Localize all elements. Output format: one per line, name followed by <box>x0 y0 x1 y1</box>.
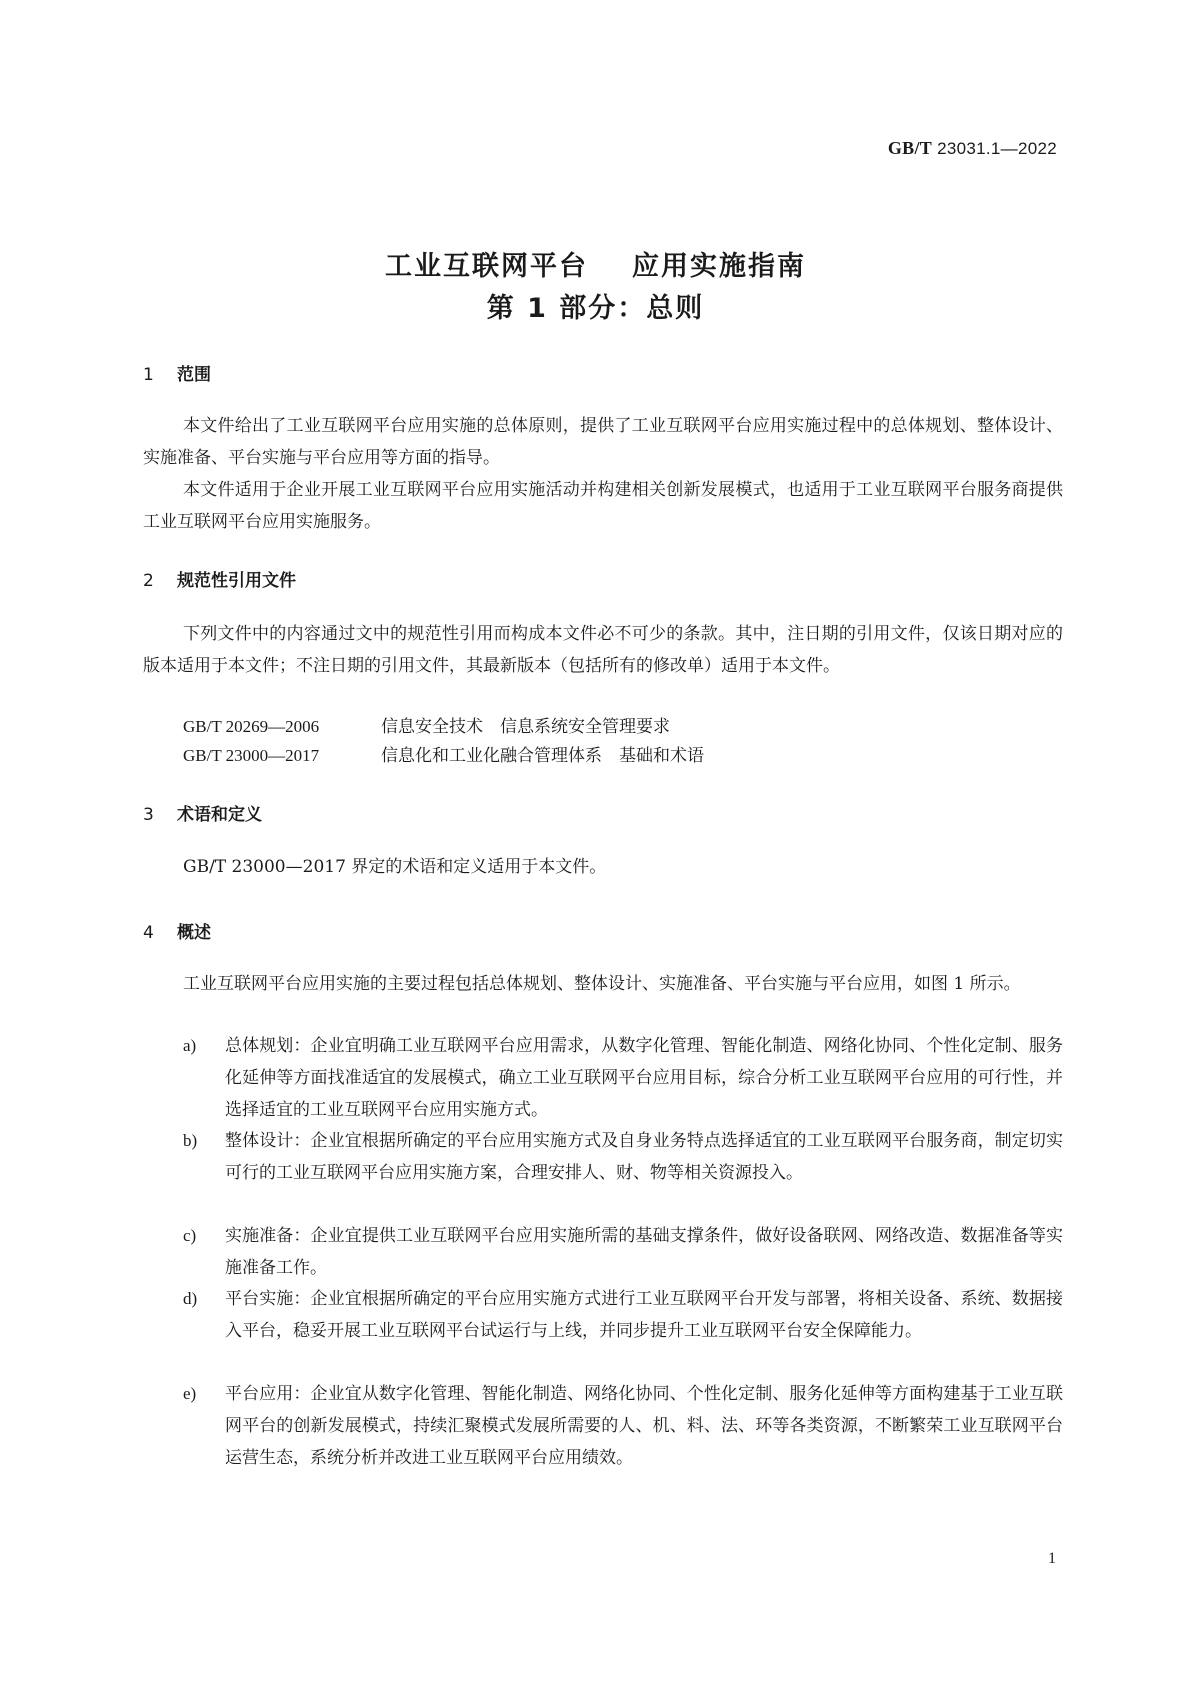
section-number: 3 <box>143 805 154 825</box>
section-number: 4 <box>143 923 154 943</box>
section-number: 2 <box>143 571 154 591</box>
list-item-text: 平台实施：企业宜根据所确定的平台应用实施方式进行工业互联网平台开发与部署，将相关设备、系统、数据接入平台，稳妥开展工业互联网平台试运行与上线，并同步提升工业互联网平台安全保障能力。 <box>225 1289 1063 1341</box>
reference-title: 信息化和工业化融合管理体系 基础和术语 <box>381 746 704 766</box>
reference-title: 信息安全技术 信息系统安全管理要求 <box>381 717 670 737</box>
section-3-paragraph: GB/T 23000—2017 界定的术语和定义适用于本文件。 <box>183 857 607 877</box>
section-title: 概述 <box>177 923 211 943</box>
list-item <box>183 1030 1063 1126</box>
document-code <box>888 138 1057 159</box>
list-marker: c) <box>183 1226 197 1245</box>
section-2-heading <box>143 566 296 591</box>
section-1-paragraph-1: 本文件给出了工业互联网平台应用实施的总体原则，提供了工业互联网平台应用实施过程中的总体规划、整体设计、实施准备、平台实施与平台应用等方面的指导。 <box>143 416 1063 468</box>
list-item <box>183 1283 1063 1347</box>
title-part-b: 应用实施指南 <box>632 251 806 282</box>
section-title: 范围 <box>177 365 211 385</box>
section-title: 术语和定义 <box>177 805 262 825</box>
section-number: 1 <box>143 365 154 385</box>
section-3-heading <box>143 800 262 825</box>
section-1-heading <box>143 360 211 385</box>
list-marker: d) <box>183 1289 198 1308</box>
section-2-paragraph: 下列文件中的内容通过文中的规范性引用而构成本文件必不可少的条款。其中，注日期的引用文件，仅该日期对应的版本适用于本文件；不注日期的引用文件，其最新版本（包括所有的修改单）适用于本文件。 <box>143 624 1063 676</box>
list-marker: e) <box>183 1384 197 1403</box>
list-item <box>183 1220 1063 1284</box>
reference-code: GB/T 20269—2006 <box>183 717 320 736</box>
reference-item <box>183 741 704 766</box>
document-title-line2: 第 1 部分：总则 <box>486 293 705 324</box>
list-item <box>183 1378 1063 1474</box>
list-item-text: 平台应用：企业宜从数字化管理、智能化制造、网络化协同、个性化定制、服务化延伸等方面构建基于工业互联网平台的创新发展模式，持续汇聚模式发展所需要的人、机、料、法、环等各类资源，不断繁荣工业互联网平台运营生态，系统分析并改进工业互联网平台应用绩效。 <box>225 1384 1063 1468</box>
page-number: 1 <box>1048 1550 1056 1567</box>
list-marker: a) <box>183 1036 197 1055</box>
list-item-text: 整体设计：企业宜根据所确定的平台应用实施方式及自身业务特点选择适宜的工业互联网平台服务商，制定切实可行的工业互联网平台应用实施方案，合理安排人、财、物等相关资源投入。 <box>225 1131 1063 1183</box>
list-item <box>183 1125 1063 1189</box>
list-item-text: 总体规划：企业宜明确工业互联网平台应用需求，从数字化管理、智能化制造、网络化协同、个性化定制、服务化延伸等方面找准适宜的发展模式，确立工业互联网平台应用目标，综合分析工业互联网平台应用的可行性，并选择适宜的工业互联网平台应用实施方式。 <box>225 1036 1063 1120</box>
list-item-text: 实施准备：企业宜提供工业互联网平台应用实施所需的基础支撑条件，做好设备联网、网络改造、数据准备等实施准备工作。 <box>225 1226 1063 1278</box>
document-title-line1 <box>0 244 1191 283</box>
section-4-paragraph: 工业互联网平台应用实施的主要过程包括总体规划、整体设计、实施准备、平台实施与平台应用，如图 1 所示。 <box>183 974 1021 994</box>
section-title: 规范性引用文件 <box>177 571 296 591</box>
document-code-prefix: GB/T <box>887 138 933 158</box>
section-4-heading <box>143 918 211 943</box>
title-part-a: 工业互联网平台 <box>385 251 588 282</box>
list-marker: b) <box>183 1131 198 1150</box>
document-code-number: 23031.1—2022 <box>937 139 1057 158</box>
section-1-paragraph-2: 本文件适用于企业开展工业互联网平台应用实施活动并构建相关创新发展模式，也适用于工业互联网平台服务商提供工业互联网平台应用实施服务。 <box>143 480 1063 532</box>
reference-item <box>183 712 670 737</box>
reference-code: GB/T 23000—2017 <box>183 746 320 765</box>
